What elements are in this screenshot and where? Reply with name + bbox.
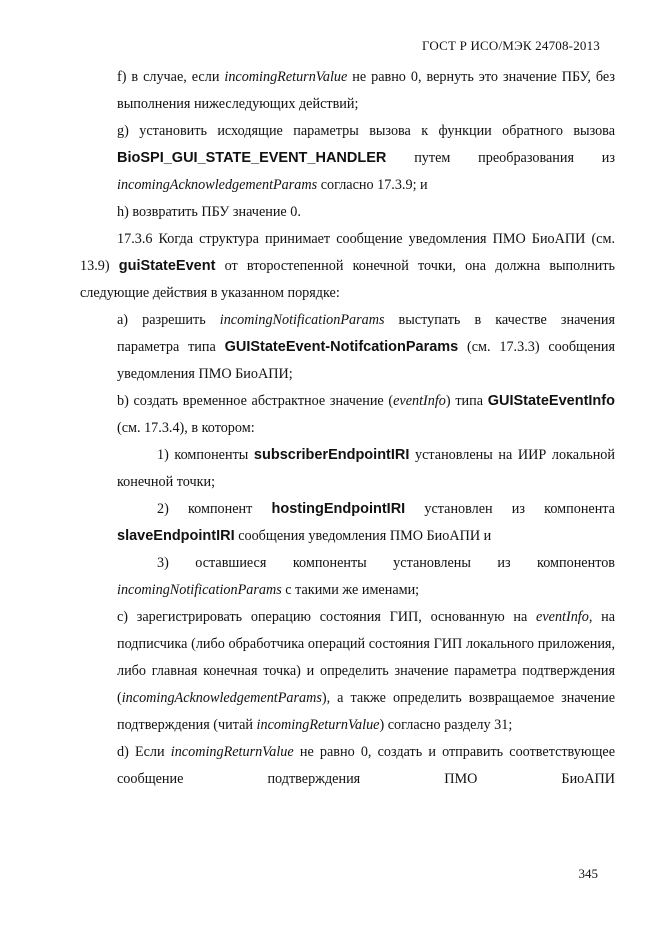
section-17-3-6: 17.3.6 Когда структура принимает сообщение уведомления ПМО БиоАПИ (см. 13.9) guiStateEvent от второстепенной конечной точки, она должна выполнить следующие действия в указанном порядке:	[80, 231, 615, 301]
document-body	[80, 64, 615, 793]
paragraph-g: g) установить исходящие параметры вызова к функции обратного вызова BioSPI_GUI_STATE_EVENT_HANDLER путем преобразования из incomingAcknowledgementParams согласно 17.3.9; и	[117, 123, 615, 193]
paragraph-d: d) Если incomingReturnValue не равно 0, создать и отправить соответствующее сообщение подтверждения ПМО БиоАПИ	[117, 744, 615, 787]
paragraph-h: h) возвратить ПБУ значение 0.	[117, 204, 301, 220]
paragraph-b: b) создать временное абстрактное значение (eventInfo) типа GUIStateEventInfo (см. 17.3.4), в котором:	[117, 393, 615, 436]
paragraph-c: c) зарегистрировать операцию состояния ГИП, основанную на eventInfo, на подписчика (либо обработчика операций состояния ГИП локального приложения, либо главная конечная точка) и определить значение параметра подтверждения (incomingAcknowledgementParams), а также определить возвращаемое значение подтверждения (читай incomingReturnValue) согласно разделу 31;	[117, 609, 615, 733]
paragraph-a: a) разрешить incomingNotificationParams выступать в качестве значения параметра типа GUIStateEvent-NotifcationParams (см. 17.3.3) сообщения уведомления ПМО БиоАПИ;	[117, 312, 615, 382]
paragraph-f: f) в случае, если incomingReturnValue не равно 0, вернуть это значение ПБУ, без выполнения нижеследующих действий;	[117, 69, 616, 112]
paragraph-b2: 2) компонент hostingEndpointIRI установлен из компонента slaveEndpointIRI сообщения уведомления ПМО БиоАПИ и	[117, 501, 615, 544]
document-header: ГОСТ Р ИСО/МЭК 24708-2013	[421, 38, 600, 53]
page-number: 345	[578, 866, 598, 881]
paragraph-b3: 3) оставшиеся компоненты установлены из компонентов incomingNotificationParams с такими же именами;	[117, 555, 615, 598]
paragraph-b1: 1) компоненты subscriberEndpointIRI установлены на ИИР локальной конечной точки;	[117, 447, 615, 490]
